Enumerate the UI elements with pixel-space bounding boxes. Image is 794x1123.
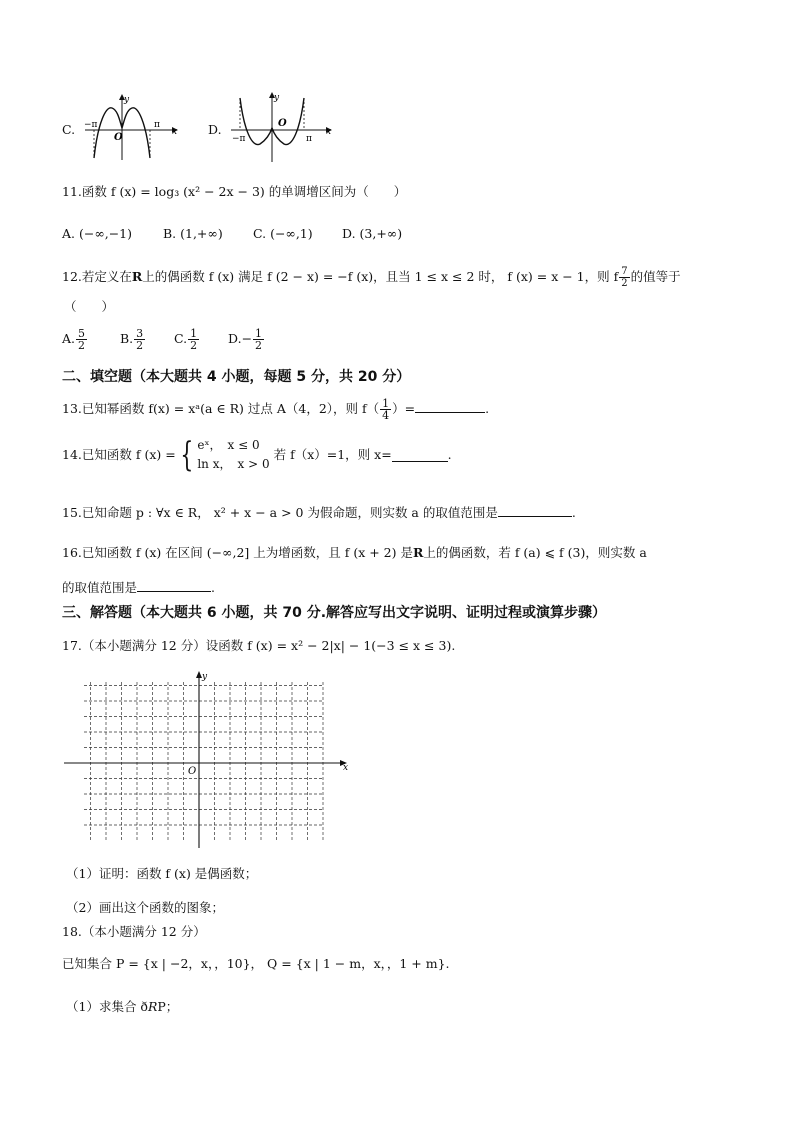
q10-option-d-graph bbox=[226, 90, 336, 166]
q16-line-2: 的取值范围是 . bbox=[62, 580, 215, 595]
q14-answer-blank[interactable] bbox=[392, 448, 448, 462]
q12-stem-a: 12.若定义在 bbox=[62, 269, 132, 284]
q10d-origin-label: O bbox=[278, 118, 287, 129]
q18-stem: 已知集合 P = {x | −2，x，，10}， Q = {x | 1 − m，x，，1 + m}. bbox=[62, 956, 450, 971]
q17-stem: 17.（本小题满分 12 分）设函数 f (x) = x² − 2|x| − 1(−3 ≤ x ≤ 3). bbox=[62, 638, 456, 653]
q12-option-a-fraction: $\frac{5}{2}$ bbox=[78, 327, 86, 352]
q11-option-d: D. (3,+∞) bbox=[342, 226, 403, 241]
q10d-neg-pi-label: −π bbox=[232, 134, 246, 144]
q12-stem-b: 上的偶函数 f (x) 满足 f (2 − x) = −f (x)，且当 1 ≤ x ≤ 2 时， f (x) = x − 1，则 f bbox=[142, 269, 619, 284]
q14-brace: { bbox=[180, 435, 194, 475]
q17-gridlines bbox=[84, 682, 324, 840]
q10-option-c-graph bbox=[80, 92, 180, 164]
q10c-pi-label: π bbox=[154, 120, 160, 130]
q14-cases bbox=[197, 436, 269, 474]
q15-answer-blank[interactable] bbox=[498, 503, 572, 517]
q12-arg-fraction: $\frac{7}{2}$ bbox=[621, 266, 628, 289]
q10c-origin-label: O bbox=[114, 132, 123, 143]
q17-coordinate-grid bbox=[62, 668, 354, 848]
q12-option-b: B. $\frac{3}{2}$ bbox=[120, 327, 144, 352]
q12-option-a: A. $\frac{5}{2}$ bbox=[62, 327, 86, 352]
q18-header: 18.（本小题满分 12 分） bbox=[62, 924, 206, 939]
section-3-heading: 三、解答题（本大题共 6 小题，共 70 分.解答应写出文字说明、证明过程或演算步骤） bbox=[62, 605, 607, 621]
q17-part-2: （2）画出这个函数的图象； bbox=[66, 900, 224, 915]
q15-stem: 15.已知命题 p : ∀x ∈ R， x² + x − a > 0 为假命题，则实数 a 的取值范围是 . bbox=[62, 505, 576, 520]
q12-stem bbox=[62, 266, 681, 289]
q13-stem: 13.已知幂函数 f(x) = xᵃ(a ∈ R) 过点 A（4，2），则 f（ $\frac{1}{4}$ ）= . bbox=[62, 397, 490, 422]
q10d-pi-label: π bbox=[306, 134, 312, 144]
q10d-x-label: x bbox=[326, 127, 332, 137]
q14-stem: 14.已知函数 f (x) = { eˣ， x ≤ 0 ln x， x > 0 若 f（x）=1，则 x= . bbox=[62, 435, 452, 475]
q10d-y-label: y bbox=[274, 93, 280, 103]
q17-grid-y-label: y bbox=[202, 672, 208, 682]
q12-option-c: C. $\frac{1}{2}$ bbox=[174, 327, 198, 352]
q17-grid-x-label: x bbox=[343, 763, 349, 773]
q11-stem: 11.函数 f (x) = log₃ (x² − 2x − 3) 的单调增区间为（ ） bbox=[62, 184, 407, 199]
q11-option-b: B. (1,+∞) bbox=[163, 226, 223, 241]
q10c-neg-pi-label: −π bbox=[84, 120, 98, 130]
q14-case-1: eˣ， x ≤ 0 bbox=[197, 438, 260, 452]
q16-line-1: 16.已知函数 f (x) 在区间 (−∞,2] 上为增函数，且 f (x + 2) 是R上的偶函数，若 f (a) ⩽ f (3)，则实数 a bbox=[62, 545, 647, 560]
q14-case-2: ln x， x > 0 bbox=[197, 457, 270, 471]
q11-option-a: A. (−∞,−1) bbox=[62, 226, 133, 241]
q12-bold-r: R bbox=[131, 269, 143, 284]
q13-answer-blank[interactable] bbox=[415, 399, 485, 413]
q18-part-1: （1）求集合 ð𝑅P； bbox=[66, 999, 179, 1014]
q17-part-1: （1）证明：函数 f (x) 是偶函数； bbox=[66, 866, 258, 881]
q10-option-c-label: C. bbox=[62, 122, 76, 137]
q13-fraction: $\frac{1}{4}$ bbox=[382, 397, 390, 422]
q12-option-d: D.− $\frac{1}{2}$ bbox=[228, 327, 263, 352]
q12-option-b-fraction: $\frac{3}{2}$ bbox=[136, 327, 144, 352]
q12-option-d-fraction: $\frac{1}{2}$ bbox=[255, 327, 263, 352]
q12-option-c-fraction: $\frac{1}{2}$ bbox=[190, 327, 198, 352]
q12-stem-c: 的值等于 bbox=[630, 269, 681, 284]
q10-option-d-label: D. bbox=[208, 122, 222, 137]
q11-option-c: C. (−∞,1) bbox=[253, 226, 313, 241]
q17-grid-origin-label: O bbox=[188, 766, 197, 777]
q10c-x-label: x bbox=[172, 127, 178, 137]
section-2-heading: 二、填空题（本大题共 4 小题，每题 5 分，共 20 分） bbox=[62, 369, 411, 385]
q10c-y-label: y bbox=[124, 95, 130, 105]
q16-answer-blank[interactable] bbox=[137, 578, 211, 592]
q12-answer-paren: （ ） bbox=[64, 299, 115, 314]
